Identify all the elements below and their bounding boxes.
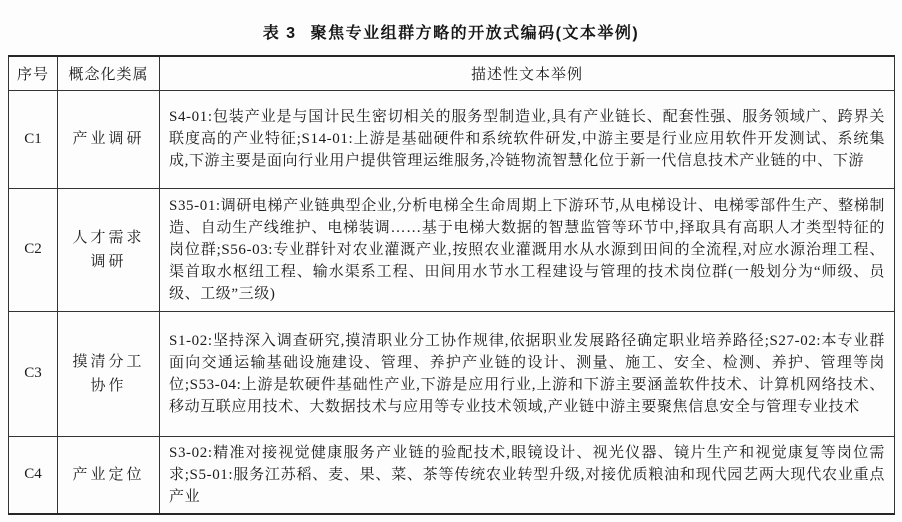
header-serial-number: 序号 [9,56,58,90]
category-cell: 摸清分工协作 [58,311,160,436]
header-concept-category: 概念化类属 [58,56,160,90]
table-row-c4 [9,436,895,514]
table-row-c2 [9,188,895,311]
table-title: 聚焦专业组群方略的开放式编码(文本举例) [310,25,640,42]
header-row [9,56,895,90]
open-coding-table [8,55,895,515]
description-cell: S3-02:精准对接视觉健康服务产业链的验配技术,眼镜设计、视光仪器、镜片生产和视觉康复等岗位需求;S5-01:服务江苏稻、麦、果、菜、茶等传统农业转型升级,对接优质粮油和现代园艺两大现代农业重点产业 [160,436,895,514]
row-id-cell: C3 [9,311,58,436]
table-row-c3 [9,311,895,436]
table-row-c1 [9,90,895,188]
description-cell: S1-02:坚持深入调查研究,摸清职业分工协作规律,依据职业发展路径确定职业培养路径;S27-02:本专业群面向交通运输基础设施建设、管理、养护产业链的设计、测量、施工、安全、检测、养护、管理等岗位;S53-04:上游是软硬件基础性产业,下游是应用行业,上游和下游主要涵盖软件技术、计算机网络技术、移动互联应用技术、大数据技术与应用等专业技术领域,产业链中游主要聚焦信息安全与管理专业技术 [160,311,895,436]
category-cell: 人才需求调研 [58,188,160,311]
description-cell: S35-01:调研电梯产业链典型企业,分析电梯全生命周期上下游环节,从电梯设计、电梯零部件生产、整梯制造、自动生产线维护、电梯装调……基于电梯大数据的智慧监管等环节中,择取具有高职人才类型特征的岗位群;S56-03:专业群针对农业灌溉产业,按照农业灌溉用水从水源到田间的全流程,对应水源治理工程、渠首取水枢纽工程、输水渠系工程、田间用水节水工程建设与管理的技术岗位群(一般划分为“师级、员级、工级”三级) [160,188,895,311]
category-cell: 产业定位 [58,436,160,514]
row-id-cell: C4 [9,436,58,514]
table-number: 表 3 [262,25,297,42]
description-cell: S4-01:包装产业是与国计民生密切相关的服务型制造业,具有产业链长、配套性强、服务领域广、跨界关联度高的产业特征;S14-01:上游是基础硬件和系统软件研发,中游主要是行业应用软件开发测试、系统集成,下游主要是面向行业用户提供管理运维服务,冷链物流智慧化位于新一代信息技术产业链的中、下游 [160,90,895,188]
table-caption [8,20,894,43]
row-id-cell: C2 [9,188,58,311]
category-cell: 产业调研 [58,90,160,188]
header-descriptive-text: 描述性文本举例 [160,56,895,90]
row-id-cell: C1 [9,90,58,188]
